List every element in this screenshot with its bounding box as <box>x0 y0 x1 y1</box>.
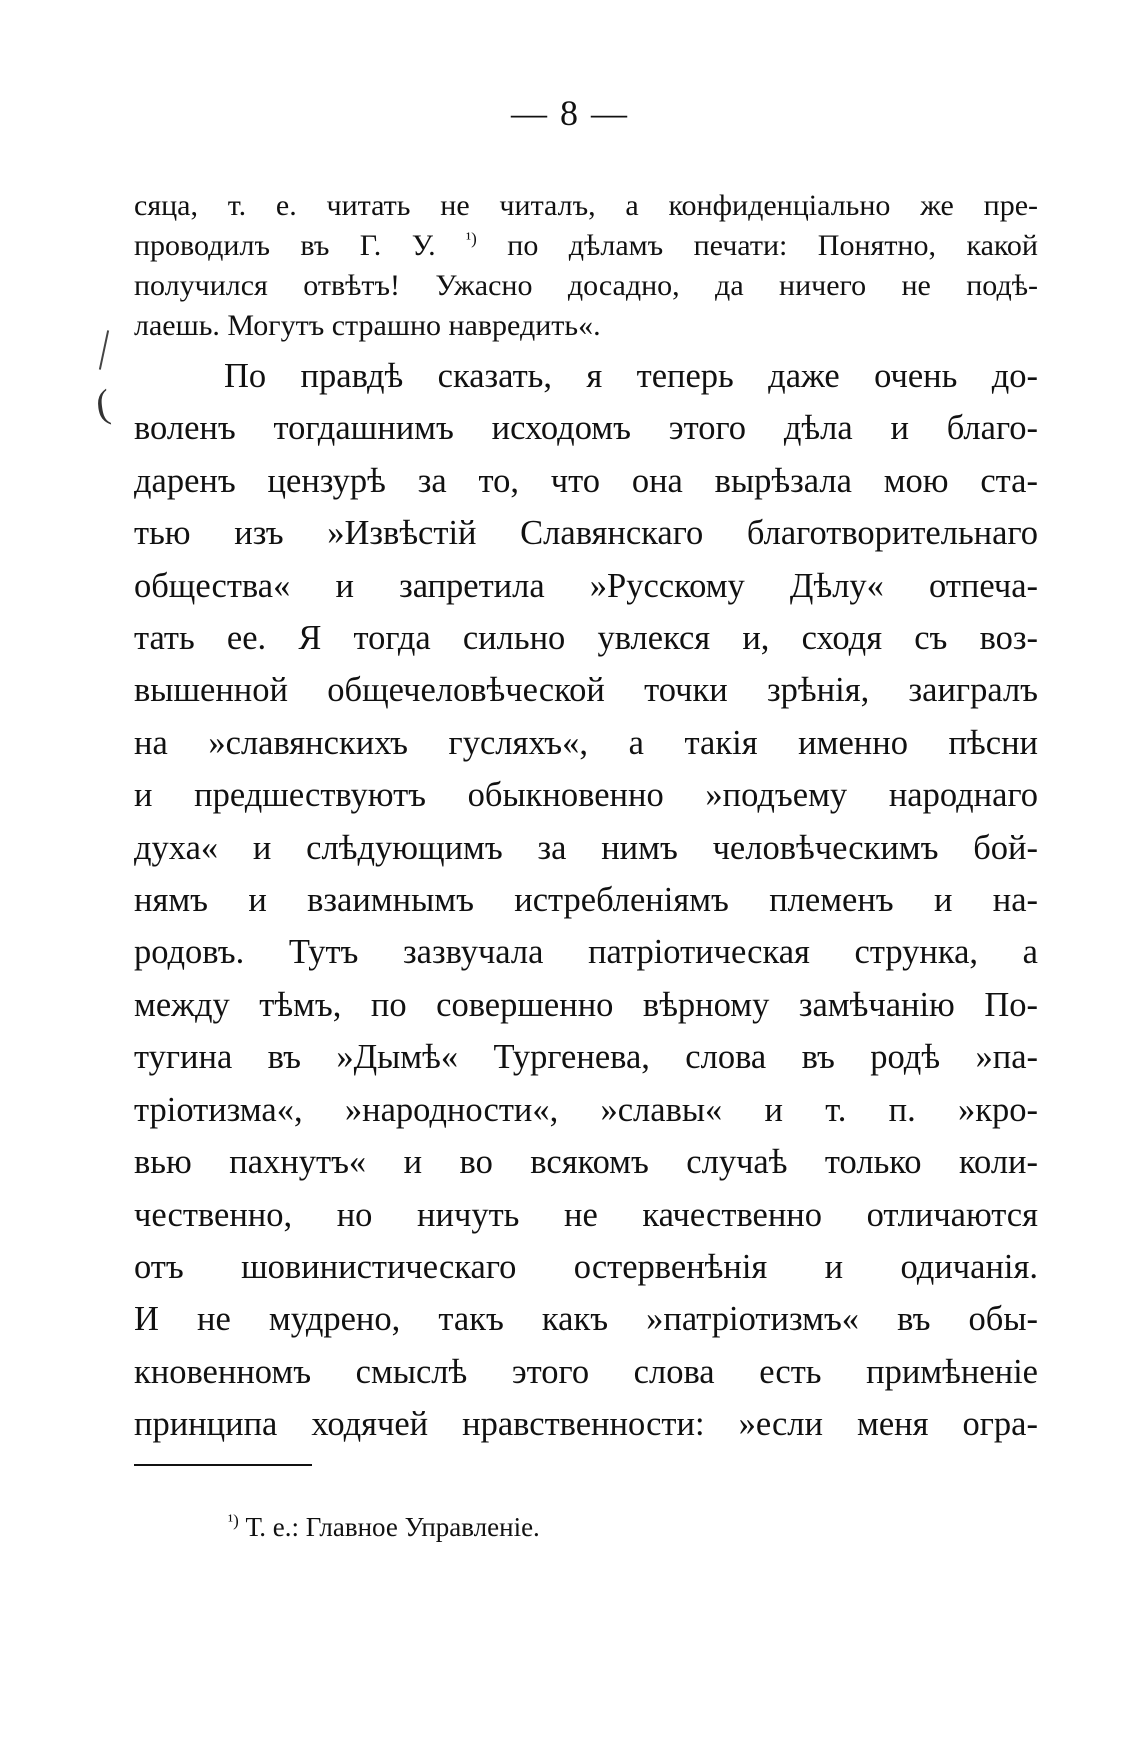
text-line: лаешь. Могутъ страшно навредить«. <box>134 309 601 342</box>
paragraph-continued <box>134 186 1038 346</box>
text-line: даренъ цензурѣ за то, что она вырѣзала мою ста- <box>134 461 1038 500</box>
text-line: воленъ тогдашнимъ исходомъ этого дѣла и благо- <box>134 409 1038 448</box>
text-line: сяца, т. е. читать не читалъ, а конфиденціально же пре- <box>134 189 1038 222</box>
footnote-reference: ¹) <box>466 229 477 248</box>
footnote-separator <box>134 1464 312 1466</box>
margin-tick-mark <box>99 330 109 370</box>
text-line: отъ шовинистическаго остервенѣнія и одичанія. <box>134 1247 1038 1286</box>
paragraph-main <box>134 350 1038 1451</box>
text-line: нямъ и взаимнымъ истребленіямъ племенъ и на- <box>134 881 1038 920</box>
text-line: кновенномъ смыслѣ этого слова есть примѣненіе <box>134 1352 1038 1391</box>
text-line-start: проводилъ въ Г. У. <box>134 229 436 262</box>
text-line: родовъ. Тутъ зазвучала патріотическая струнка, а <box>134 933 1038 972</box>
text-line: и предшествуютъ обыкновенно »подъему народнаго <box>134 776 1038 815</box>
text-line: И не мудрено, такъ какъ »патріотизмъ« въ обы- <box>134 1300 1038 1339</box>
text-line: вышенной общечеловѣческой точки зрѣнія, заигралъ <box>134 671 1038 710</box>
text-line: принципа ходячей нравственности: »если меня огра- <box>134 1405 1038 1444</box>
text-line: тью изъ »Извѣстій Славянскаго благотворительнаго <box>134 514 1038 553</box>
text-line: вью пахнутъ« и во всякомъ случаѣ только коли- <box>134 1143 1038 1182</box>
text-line: тріотизма«, »народности«, »славы« и т. п. »кро- <box>134 1090 1038 1129</box>
margin-pencil-mark: ( <box>92 380 113 427</box>
text-line: получился отвѣтъ! Ужасно досадно, да ничего не подѣ- <box>134 269 1038 302</box>
page-number: — 8 — <box>511 93 629 133</box>
text-line: на »славянскихъ гусляхъ«, а такія именно пѣсни <box>134 723 1038 762</box>
text-line-end: по дѣламъ печати: Понятно, какой <box>476 229 1038 262</box>
text-line: духа« и слѣдующимъ за нимъ человѣческимъ бой- <box>134 828 1038 867</box>
footnote-mark: ¹) <box>228 1511 239 1530</box>
text-line: чественно, но ничуть не качественно отличаются <box>134 1195 1038 1234</box>
text-line: общества« и запретила »Русскому Дѣлу« отпеча- <box>134 566 1038 605</box>
footnote <box>228 1510 540 1544</box>
text-line <box>134 226 1038 266</box>
text-line: По правдѣ сказать, я теперь даже очень до- <box>224 357 1038 395</box>
footnote-text: Т. е.: Главное Управленіе. <box>238 1512 540 1542</box>
text-line: между тѣмъ, по совершенно вѣрному замѣчанію По- <box>134 985 1038 1024</box>
text-line: тугина въ »Дымѣ« Тургенева, слова въ родѣ »па- <box>134 1038 1038 1077</box>
text-line: тать ее. Я тогда сильно увлекся и, сходя съ воз- <box>134 619 1038 658</box>
